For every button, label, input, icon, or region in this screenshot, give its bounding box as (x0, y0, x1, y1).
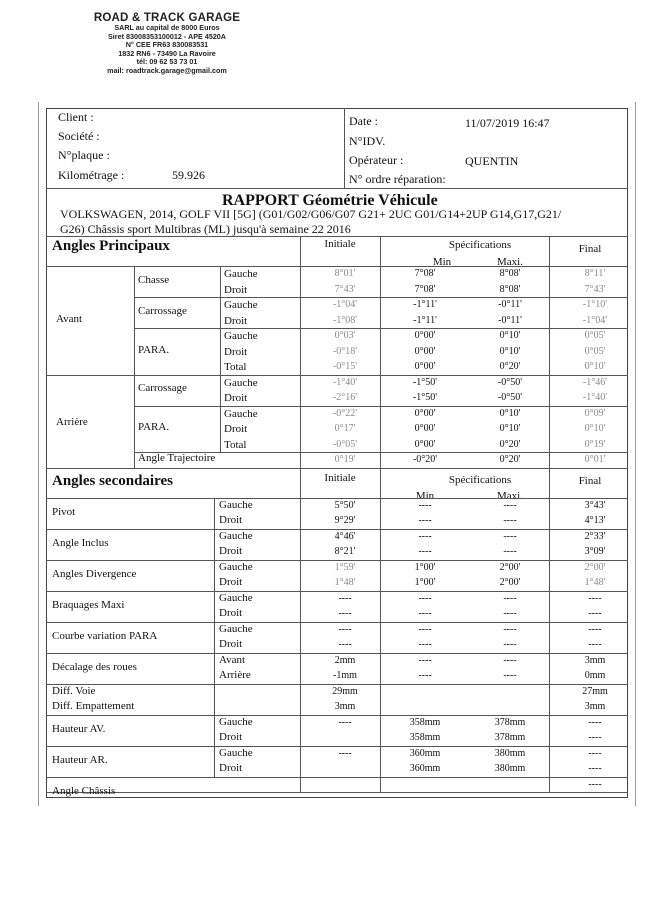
value-max: 2°00' (499, 561, 521, 573)
table-rule (46, 498, 628, 499)
value-min: -1°50' (412, 392, 438, 403)
secondary-row-label: Braquages Maxi (52, 598, 125, 611)
company-line: N° CEE FR63 830083531 (125, 40, 209, 50)
value-final: ---- (588, 607, 602, 619)
value-final: 0°05' (584, 345, 606, 357)
side-label: Total (224, 438, 247, 451)
table-rule (380, 236, 381, 468)
value-max: ---- (503, 592, 517, 604)
value-min: 1°00' (414, 561, 436, 573)
value-min: 7°08' (414, 283, 436, 295)
value-initiale: ---- (338, 607, 352, 619)
group-arriere: Arrière (56, 416, 88, 429)
value-max: -0°50' (497, 376, 523, 388)
value-min: ---- (418, 607, 432, 619)
value-min: 0°00' (414, 330, 436, 341)
table-rule (380, 468, 381, 792)
principal-angles-title: Angles Principaux (52, 238, 170, 254)
value-max: 8°08' (499, 283, 521, 295)
side-label: Gauche (219, 498, 253, 511)
sub-label: Chasse (138, 273, 170, 286)
side-label: Droit (224, 314, 248, 327)
value-max: ---- (503, 545, 517, 557)
value-max: 0°20' (499, 361, 521, 372)
column-min: Min (415, 489, 435, 502)
value-min: 7°08' (414, 268, 436, 279)
value-initiale: 0°03' (334, 330, 356, 341)
value-final: ---- (588, 747, 602, 759)
table-rule (46, 684, 628, 685)
value-initiale: 1°48' (334, 576, 356, 588)
value-min: ---- (418, 499, 432, 511)
value-initiale: 9°29' (334, 514, 356, 526)
value-initiale: 2mm (334, 654, 356, 666)
sub-label: Carrossage (138, 304, 187, 317)
value-max: ---- (503, 654, 517, 666)
value-initiale: -1mm (333, 669, 357, 681)
side-label: Gauche (219, 591, 253, 604)
value-initiale: 0°17' (334, 423, 356, 434)
company-line: 1832 RN6 - 73490 La Ravoire (118, 48, 216, 58)
value-initiale: ---- (338, 638, 352, 650)
table-rule (46, 622, 628, 623)
value-min: 358mm (409, 716, 441, 728)
sub-label: Angle Trajectoire (138, 452, 216, 464)
side-label: Droit (224, 345, 248, 358)
secondary-row-label: Angles Divergence (52, 567, 137, 580)
date-label: Date : (349, 114, 378, 128)
table-rule (46, 591, 628, 592)
side-label: Droit (224, 392, 248, 404)
value-initiale: ---- (338, 747, 352, 759)
table-rule (134, 328, 628, 329)
table-rule (549, 468, 550, 792)
value-initiale: -0°22' (332, 407, 358, 419)
value-final: 0°10' (584, 361, 606, 372)
side-label: Droit (219, 637, 243, 650)
value-initiale: 8°01' (334, 268, 356, 279)
vehicle-description: G26) Châssis sport Multibras (ML) jusqu'à semaine 22 2016 (60, 222, 351, 236)
value-max: ---- (503, 638, 517, 650)
value-final: ---- (588, 638, 602, 650)
side-label: Droit (219, 513, 243, 526)
idv-label: N°IDV. (349, 134, 386, 148)
table-rule (46, 188, 628, 189)
kilometrage-label: Kilométrage : (58, 168, 125, 182)
value-min: ---- (418, 530, 432, 542)
side-label: Arrière (219, 668, 251, 681)
value-initiale: 7°43' (334, 283, 356, 295)
table-rule (549, 236, 550, 468)
table-rule (214, 498, 215, 777)
value-initiale: ---- (338, 592, 352, 604)
value-initiale: -2°16' (332, 392, 358, 403)
table-rule (46, 468, 628, 469)
side-label: Gauche (219, 529, 253, 542)
value-initiale: -1°04' (332, 299, 358, 310)
table-rule (46, 777, 628, 778)
value-final: ---- (588, 592, 602, 604)
company-line: Siret 83008353100012 - APE 4520A (107, 31, 226, 41)
value-initiale: ---- (338, 623, 352, 635)
secondary-row-label: Décalage des roues (52, 660, 137, 673)
value-max: ---- (503, 623, 517, 635)
value-final: -1°40' (582, 392, 608, 403)
table-rule (300, 236, 301, 468)
value-max: -0°11' (498, 299, 522, 310)
table-rule (46, 746, 628, 747)
side-label: Gauche (224, 268, 258, 280)
secondary-row-label: Pivot (52, 505, 76, 518)
value-min: 1°00' (414, 576, 436, 588)
value-final: 0°01' (584, 454, 606, 465)
value-final: 0mm (584, 669, 606, 681)
value-final: 1°48' (584, 576, 606, 588)
table-rule (134, 266, 135, 468)
value-final: ---- (588, 778, 602, 790)
sub-label: PARA. (138, 421, 170, 433)
value-max: 0°10' (499, 330, 521, 341)
side-label: Gauche (224, 299, 258, 311)
sub-label: Carrossage (138, 382, 187, 395)
value-final: ---- (588, 731, 602, 743)
side-label: Droit (219, 730, 243, 743)
column-specifications: Spécifications (448, 473, 512, 486)
column-max: Maxi. (497, 489, 523, 502)
value-final: -1°10' (582, 299, 608, 310)
value-final: 3°09' (584, 545, 606, 557)
column-final: Final (578, 474, 602, 487)
value-final: 4°13' (584, 514, 606, 526)
value-final: -1°04' (582, 314, 608, 326)
company-line: mail: roadtrack.garage@gmail.com (107, 65, 227, 75)
side-label: Droit (224, 423, 248, 435)
value-max: 378mm (494, 731, 526, 743)
value-initiale: -1°08' (332, 314, 358, 326)
side-label: Droit (219, 575, 243, 588)
side-label: Gauche (224, 407, 258, 420)
secondary-row-label: Angle Châssis (52, 784, 116, 797)
table-rule (300, 468, 301, 792)
societe-label: Société : (58, 129, 100, 143)
sub-label: PARA. (138, 343, 170, 356)
value-final: 0°09' (584, 407, 606, 419)
column-specifications: Spécifications (448, 239, 512, 251)
value-max: ---- (503, 499, 517, 511)
side-label: Gauche (219, 715, 253, 728)
table-rule (46, 792, 628, 793)
value-max: 0°20' (499, 438, 521, 450)
value-final: 27mm (582, 685, 608, 697)
value-max: -0°11' (498, 314, 522, 326)
table-rule (46, 560, 628, 561)
value-initiale: -0°18' (332, 345, 358, 357)
side-label: Gauche (219, 622, 253, 635)
column-final: Final (578, 243, 602, 255)
value-initiale: -0°15' (332, 361, 358, 372)
value-min: 360mm (409, 747, 441, 759)
value-min: ---- (418, 592, 432, 604)
side-label: Droit (224, 283, 248, 296)
value-final: 8°11' (584, 268, 606, 279)
table-rule (46, 653, 628, 654)
table-rule (344, 108, 345, 188)
secondary-row-label: Diff. Empattement (52, 699, 135, 712)
value-initiale: 1°59' (334, 561, 356, 573)
table-rule (46, 236, 628, 237)
side-label: Avant (219, 653, 246, 666)
value-min: ---- (418, 638, 432, 650)
value-min: ---- (418, 669, 432, 681)
value-final: ---- (588, 623, 602, 635)
secondary-row-label: Courbe variation PARA (52, 629, 158, 642)
value-initiale: -0°05' (332, 438, 358, 450)
column-initiale: Initiale (324, 238, 356, 250)
value-initiale: -1°40' (332, 376, 358, 388)
value-initiale: 5°50' (334, 499, 356, 511)
report-title: RAPPORT Géométrie Véhicule (222, 192, 438, 209)
value-max: 380mm (494, 762, 526, 774)
value-final: 0°05' (584, 330, 606, 341)
value-min: ---- (418, 654, 432, 666)
value-min: ---- (418, 514, 432, 526)
value-min: 0°00' (414, 345, 436, 357)
operateur-value: QUENTIN (465, 154, 519, 168)
table-rule (46, 715, 628, 716)
company-name: ROAD & TRACK GARAGE (93, 12, 241, 24)
value-max: 380mm (494, 747, 526, 759)
value-initiale: 3mm (334, 700, 356, 712)
value-initiale: ---- (338, 716, 352, 728)
client-label: Client : (58, 110, 94, 124)
value-initiale: 4°46' (334, 530, 356, 542)
ordre-reparation-label: N° ordre réparation: (349, 172, 446, 186)
value-max: 0°10' (499, 423, 521, 434)
value-final: -1°46' (582, 376, 608, 388)
value-min: 360mm (409, 762, 441, 774)
company-line: tél: 09 62 53 73 01 (136, 57, 198, 67)
side-label: Gauche (224, 376, 258, 389)
secondary-row-label: Hauteur AV. (52, 722, 106, 735)
value-final: 7°43' (584, 283, 606, 295)
group-avant: Avant (56, 312, 83, 325)
value-final: 3°43' (584, 499, 606, 511)
kilometrage-value: 59.926 (172, 168, 205, 182)
table-rule (220, 266, 221, 452)
value-max: 2°00' (499, 576, 521, 588)
value-min: -0°20' (412, 454, 438, 465)
value-min: -1°50' (412, 376, 438, 388)
side-label: Droit (219, 544, 243, 557)
value-min: 0°00' (414, 407, 436, 419)
value-max: 8°08' (499, 268, 521, 279)
value-max: ---- (503, 530, 517, 542)
value-min: -1°11' (413, 314, 437, 326)
value-final: 2°00' (584, 561, 606, 573)
secondary-row-label: Hauteur AR. (52, 753, 108, 766)
value-max: 0°10' (499, 345, 521, 357)
column-max: Maxi. (497, 256, 523, 268)
value-final: 3mm (584, 700, 606, 712)
value-max: -0°50' (497, 392, 523, 403)
value-min: 0°00' (414, 423, 436, 434)
value-final: 0°19' (584, 438, 606, 450)
side-label: Droit (219, 761, 243, 774)
secondary-row-label: Diff. Voie (52, 684, 96, 697)
value-initiale: 0°19' (334, 454, 356, 465)
table-rule (46, 529, 628, 530)
table-rule (134, 297, 628, 298)
value-initiale: 29mm (332, 685, 358, 697)
value-max: 0°10' (499, 407, 521, 419)
column-initiale: Initiale (324, 471, 356, 484)
value-max: ---- (503, 607, 517, 619)
value-final: 2°33' (584, 530, 606, 542)
value-max: ---- (503, 514, 517, 526)
company-line: SARL au capital de 8000 Euros (114, 23, 220, 32)
value-max: 0°20' (499, 454, 521, 465)
side-label: Gauche (224, 330, 258, 342)
value-min: -1°11' (413, 299, 437, 310)
value-initiale: 8°21' (334, 545, 356, 557)
side-label: Total (224, 361, 247, 373)
side-label: Gauche (219, 560, 253, 573)
vehicle-description: VOLKSWAGEN, 2014, GOLF VII [5G] (G01/G02/G06/G07 G21+ 2UC G01/G14+2UP G14,G17,G21/ (60, 207, 562, 221)
value-final: 0°10' (584, 423, 606, 434)
secondary-row-label: Angle Inclus (52, 536, 109, 549)
operateur-label: Opérateur : (349, 153, 404, 167)
value-min: 0°00' (414, 438, 436, 450)
value-max: ---- (503, 669, 517, 681)
date-value: 11/07/2019 16:47 (465, 116, 550, 130)
value-max: 378mm (494, 716, 526, 728)
value-final: ---- (588, 762, 602, 774)
side-label: Droit (219, 606, 243, 619)
value-min: 358mm (409, 731, 441, 743)
value-final: ---- (588, 716, 602, 728)
secondary-angles-title: Angles secondaires (52, 472, 173, 489)
column-min: Min (432, 256, 452, 268)
value-min: ---- (418, 623, 432, 635)
side-label: Gauche (219, 746, 253, 759)
value-min: 0°00' (414, 361, 436, 372)
value-final: 3mm (584, 654, 606, 666)
table-rule (134, 406, 628, 407)
value-min: ---- (418, 545, 432, 557)
plaque-label: N°plaque : (58, 148, 110, 162)
